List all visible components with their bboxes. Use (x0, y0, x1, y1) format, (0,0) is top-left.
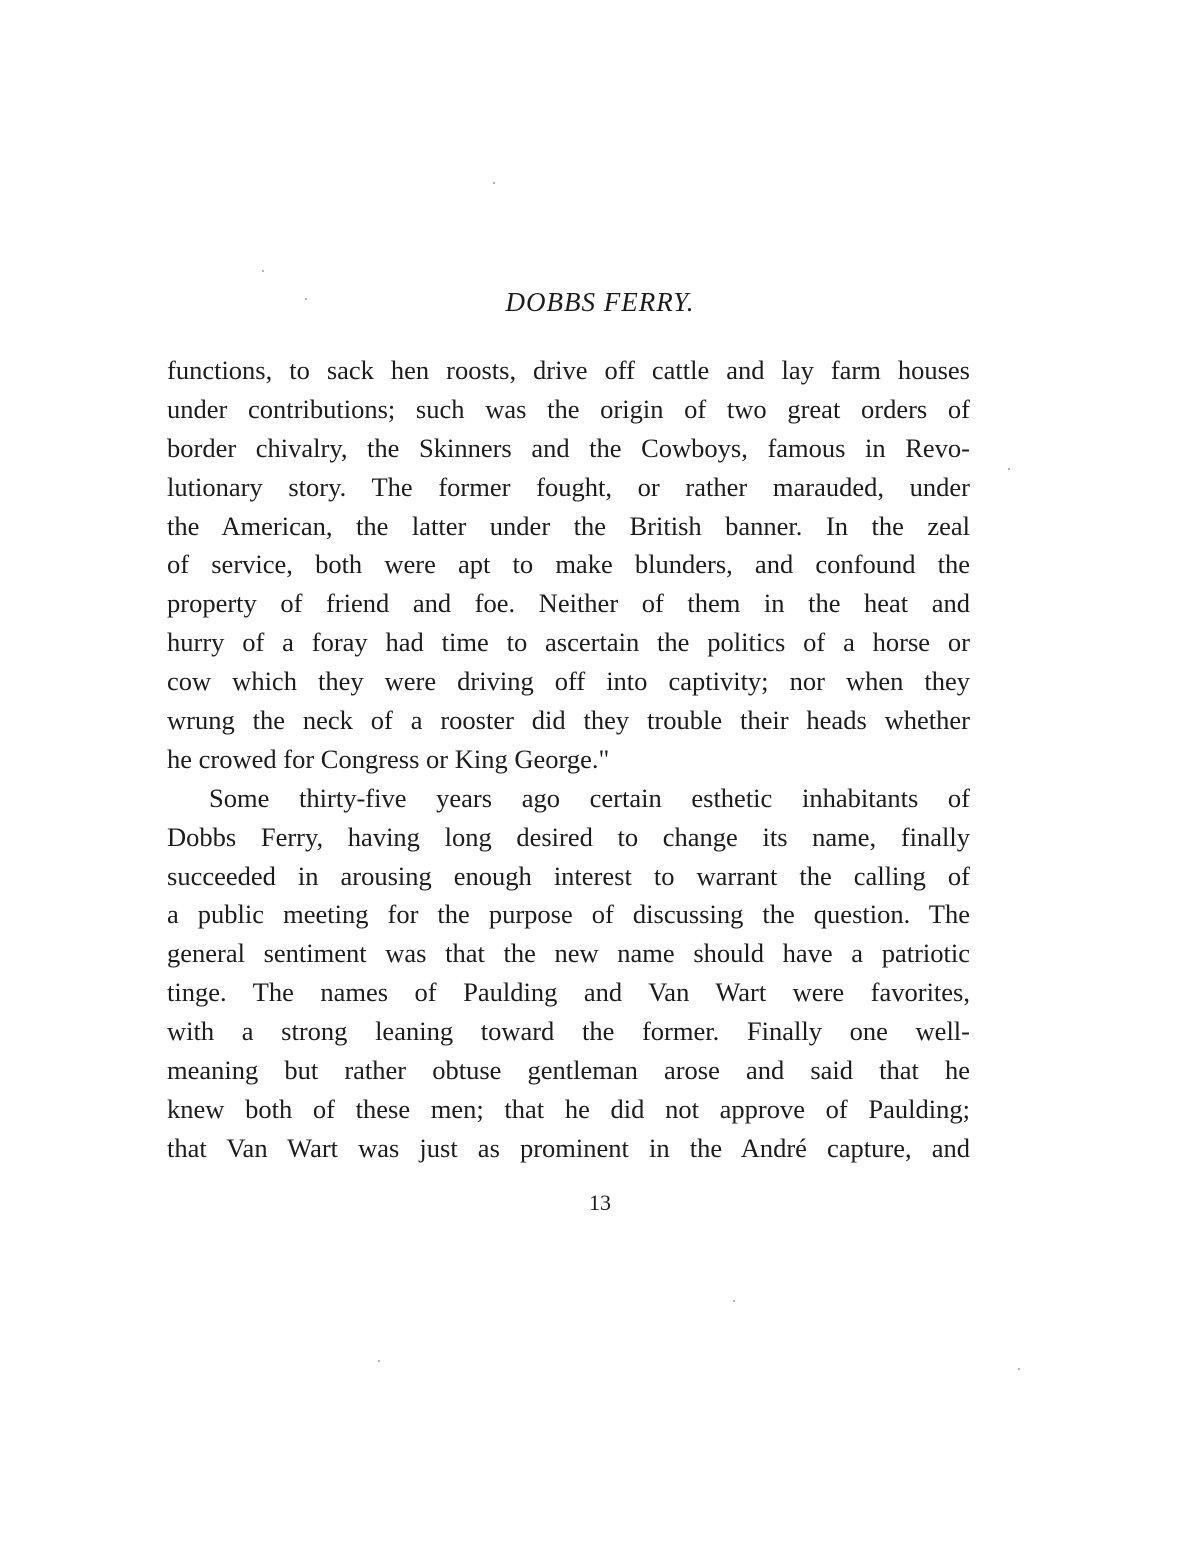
paper-speck (262, 270, 264, 272)
text-line: of service, both were apt to make blunders, and confound the (167, 549, 970, 580)
text-line: general sentiment was that the new name should have a patriotic (167, 938, 970, 969)
text-line: the American, the latter under the British banner. In the zeal (167, 510, 970, 541)
text-line: Some thirty-five years ago certain esthetic inhabitants of (209, 782, 970, 813)
text-line: tinge. The names of Paulding and Van Wart were favorites, (167, 977, 970, 1008)
text-line: wrung the neck of a rooster did they trouble their heads whether (167, 705, 970, 736)
text-line: that Van Wart was just as prominent in the André capture, and (167, 1132, 970, 1163)
text-line: succeeded in arousing enough interest to warrant the calling of (167, 860, 970, 891)
text-line: cow which they were driving off into captivity; nor when they (167, 666, 970, 697)
text-line: under contributions; such was the origin of two great orders of (167, 393, 970, 424)
text-line: Dobbs Ferry, having long desired to change its name, finally (167, 821, 970, 852)
running-head: DOBBS FERRY. (505, 287, 695, 317)
text-line: lutionary story. The former fought, or rather marauded, under (167, 471, 970, 502)
text-line: knew both of these men; that he did not approve of Paulding; (167, 1093, 970, 1124)
text-line: meaning but rather obtuse gentleman arose and said that he (167, 1055, 970, 1086)
text-line: with a strong leaning toward the former. Finally one well- (167, 1016, 970, 1047)
text-line: hurry of a foray had time to ascertain the politics of a horse or (167, 627, 970, 658)
text-line: functions, to sack hen roosts, drive off cattle and lay farm houses (167, 355, 970, 385)
text-line: property of friend and foe. Neither of them in the heat and (167, 588, 970, 619)
page-number: 13 (589, 1190, 611, 1215)
text-line: border chivalry, the Skinners and the Cowboys, famous in Revo- (167, 432, 970, 463)
paper-speck (493, 182, 495, 184)
paper-speck (305, 298, 307, 300)
text-line: he crowed for Congress or King George." (167, 743, 610, 774)
body-text (167, 351, 970, 1168)
paper-speck (1008, 468, 1010, 470)
text-line: a public meeting for the purpose of discussing the question. The (167, 899, 970, 930)
paper-speck (733, 1300, 735, 1302)
paper-speck (1018, 1368, 1020, 1370)
paper-speck (378, 1360, 380, 1362)
